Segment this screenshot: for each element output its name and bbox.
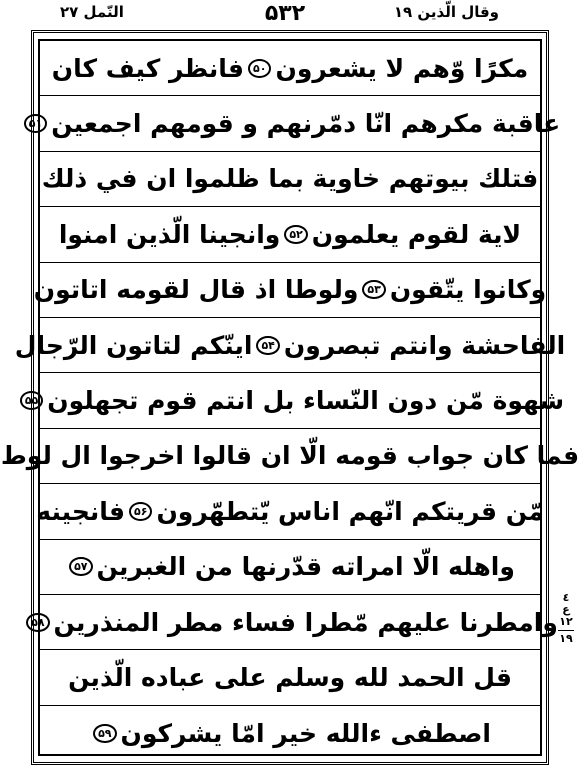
line-text: الفاحشة وانتم تبصرون	[283, 330, 566, 360]
juz-name: وقال الّذين ١٩	[393, 3, 499, 21]
line-text: لاية لقوم يعلمون	[311, 219, 522, 249]
ruku-top: ٤	[562, 591, 570, 604]
line-text-continued: اينّكم لتاتون الرّجال	[14, 330, 253, 360]
line-text: فما كان جواب قومه الّا ان قالوا اخرجوا ال لوط	[0, 441, 579, 471]
ruku-divider	[558, 630, 574, 631]
line-text: واهله الّا امراته قدّرنها من الغبرين	[96, 552, 515, 582]
line-text-continued: ولوطا اذ قال لقومه اتاتون	[33, 275, 359, 305]
ayah-number-badge: ۵۹	[93, 724, 116, 743]
ruku-sign: ع	[562, 603, 570, 616]
text-line	[0, 429, 579, 484]
ayah-number-badge: ۵۰	[248, 59, 271, 78]
line-text: وامطرنا عليهم مّطرا فساء مطر المنذرين	[53, 607, 558, 637]
text-line	[33, 263, 547, 318]
line-text: عاقبة مكرهم انّا دمّرنهم و قومهم اجمعين	[51, 109, 561, 139]
text-line	[14, 318, 566, 373]
ayah-number-badge: ۵۷	[69, 557, 92, 576]
surah-name: النّمل ٢٧	[60, 3, 124, 21]
text-line	[40, 41, 540, 96]
line-text-continued: فانجينه	[36, 496, 126, 526]
line-text-continued: وانجينا الّذين امنوا	[58, 219, 281, 249]
text-line	[40, 152, 540, 207]
line-text: شهوة مّن دون النّساء بل انتم قوم تجهلون	[47, 386, 565, 416]
text-line	[36, 484, 544, 539]
line-text: وكانوا يتّقون	[389, 275, 547, 305]
line-text: مكرًا وّهم لا يشعرون	[275, 53, 529, 83]
line-text: اصطفى ءالله خير امّا يشركون	[120, 718, 491, 748]
page-header	[0, 0, 579, 28]
line-text: مّن قريتكم انّهم اناس يّتطهّرون	[156, 496, 544, 526]
ayah-number-badge: ۵۶	[129, 502, 152, 521]
line-text: قل الحمد لله وسلم على عباده الّذين	[68, 662, 512, 692]
ruku-marker	[556, 592, 576, 645]
text-line	[40, 207, 540, 262]
ayah-number-badge: ۵۵	[20, 391, 43, 410]
ayah-number-badge: ۵۳	[362, 280, 385, 299]
ayah-number-badge: ۵۲	[284, 225, 307, 244]
text-line	[40, 706, 540, 761]
ruku-bottom: ١٩	[559, 632, 573, 645]
ruku-count: ١٢	[559, 615, 573, 628]
ayah-number-badge: ۵۸	[26, 613, 49, 632]
page-number: ۵۳۲	[264, 1, 306, 26]
ayah-number-badge: ۵۱	[24, 114, 47, 133]
ayah-number-badge: ۵۴	[256, 336, 279, 355]
line-text-continued: فانظر كيف كان	[51, 53, 245, 83]
text-line	[40, 540, 540, 595]
text-line	[40, 650, 540, 705]
text-line	[31, 595, 558, 650]
text-line	[28, 96, 561, 151]
text-line	[24, 373, 565, 428]
line-text: فتلك بيوتهم خاوية بما ظلموا ان في ذلك	[41, 164, 539, 194]
